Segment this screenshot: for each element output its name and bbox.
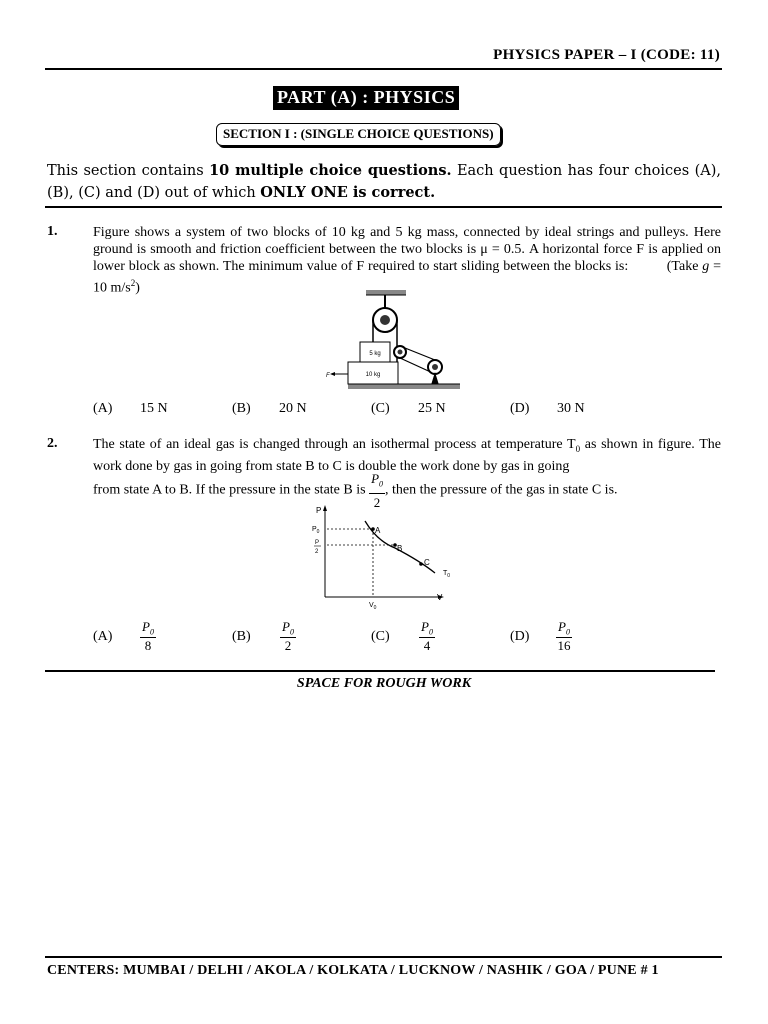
question-2-number: 2.: [47, 436, 58, 451]
q2-option-d: (D): [510, 629, 530, 644]
q2-option-a-value: $\frac{P_0}{8}$: [142, 619, 154, 653]
q1-option-c-value: 25 N: [418, 401, 446, 416]
rough-work-rule: [45, 670, 715, 672]
page-number: # 1: [640, 963, 659, 978]
q1-option-d: (D): [510, 401, 530, 416]
footer-rule: [45, 956, 722, 958]
pressure-b-fraction: $\frac{P_0}{2}$: [371, 471, 384, 510]
v0-tick-label: $V_0$: [369, 602, 377, 611]
q2-option-d-value: $\frac{P_0}{16}$: [557, 619, 571, 653]
question-1-number: 1.: [47, 224, 58, 239]
q1-option-a-value: 15 N: [140, 401, 168, 416]
half-p-num: P: [315, 540, 320, 546]
point-c-label: C: [424, 558, 430, 567]
question-2-text: The state of an ideal gas is changed through an isothermal process at temperature $T_0$ as shown in figure. The work done by gas in going from state B to C is double the work done by gas in going: [93, 437, 721, 474]
header-rule: [45, 68, 722, 70]
question-2-text-cont: from state A to B. If the pressure in the state B is $\frac{P_0}{2}$ , then the pressure of the gas in state C is.: [93, 471, 618, 510]
upper-block-label: 5 kg: [369, 351, 381, 357]
v-axis-label: V: [437, 593, 443, 602]
question-1-text: Figure shows a system of two blocks of 10 kg and 5 kg mass, connected by ideal strings and pulleys. Here ground is smooth and friction coefficient between the two blocks is μ = 0.5. A horizontal force F is applied on lower block as shown. The minimum value of F required to start sliding between the blocks is: (Take g = 10 $m/s^2$): [93, 225, 722, 296]
half-p-den: 2: [315, 549, 319, 555]
instructions-rule: [45, 206, 722, 208]
point-b-label: B: [397, 544, 403, 553]
q1-option-b: (B): [232, 401, 251, 416]
q2-option-c-value: $\frac{P_0}{4}$: [421, 619, 433, 653]
temp-label: $T_0$: [443, 570, 451, 579]
q2-option-b: (B): [232, 629, 251, 644]
point-a-label: A: [375, 526, 381, 535]
section-instructions: This section contains 10 multiple choice questions. Each question has four choices (A), (B), (C) and (D) out of which ONLY ONE is correct.: [47, 162, 721, 201]
q1-option-c: (C): [371, 401, 390, 416]
rough-work-label: SPACE FOR ROUGH WORK: [296, 676, 472, 691]
q2-option-a: (A): [93, 629, 113, 644]
paper-header-title: PHYSICS PAPER – I (CODE: 11): [493, 47, 720, 63]
q1-option-b-value: 20 N: [279, 401, 307, 416]
p-axis-label: P: [316, 506, 322, 515]
p0-tick-label: $P_0$: [312, 526, 320, 535]
q1-option-a: (A): [93, 401, 113, 416]
q2-option-c: (C): [371, 629, 390, 644]
q2-option-b-value: $\frac{P_0}{2}$: [282, 619, 294, 653]
pv-isotherm-graph: [305, 503, 455, 613]
pulley-blocks-figure: [320, 290, 470, 390]
q1-option-d-value: 30 N: [557, 401, 585, 416]
section-label: SECTION I : (SINGLE CHOICE QUESTIONS): [216, 123, 501, 146]
part-title: PART (A) : PHYSICS: [273, 86, 459, 110]
lower-block-label: 10 kg: [365, 372, 381, 378]
force-label: F: [326, 373, 330, 379]
footer-centers: CENTERS: MUMBAI / DELHI / AKOLA / KOLKATA / LUCKNOW / NASHIK / GOA / PUNE # 1: [47, 963, 659, 978]
